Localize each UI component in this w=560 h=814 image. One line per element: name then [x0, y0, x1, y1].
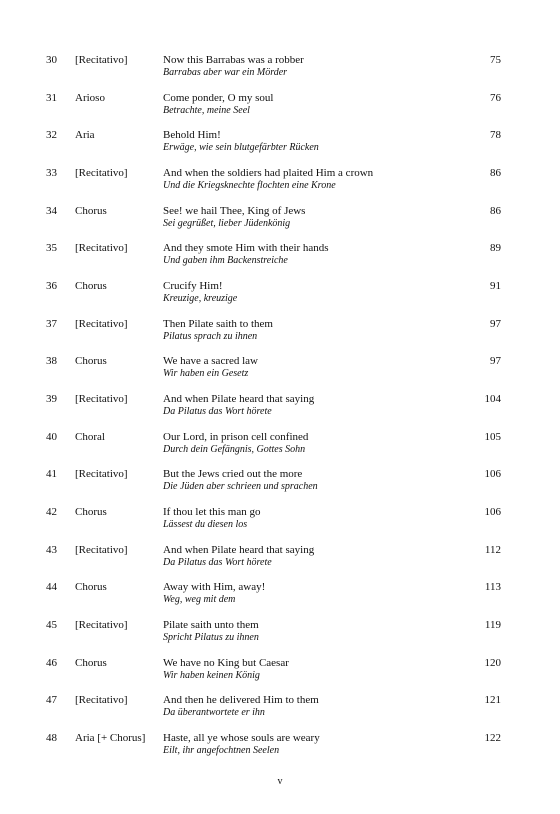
- german-title: Betrachte, meine Seel: [163, 104, 250, 116]
- movement-title: [163, 393, 463, 418]
- movement-title: [163, 355, 463, 380]
- contents-entry: [0, 657, 560, 695]
- contents-list: [0, 54, 560, 769]
- german-title: Lässest du diesen los: [163, 518, 248, 530]
- movement-type: Arioso: [75, 91, 105, 104]
- english-title: Behold Him!: [163, 129, 221, 142]
- contents-entry: [0, 92, 560, 130]
- english-title: Come ponder, O my soul: [163, 91, 274, 104]
- english-title: We have no King but Caesar: [163, 656, 289, 669]
- page-number: 86: [490, 204, 501, 217]
- contents-entry: [0, 280, 560, 318]
- english-title: And when Pilate heard that saying: [163, 543, 315, 556]
- page-number: 104: [484, 392, 501, 405]
- german-title: Wir haben keinen König: [163, 669, 260, 681]
- movement-type: Chorus: [75, 355, 107, 368]
- movement-title: [163, 280, 463, 305]
- english-title: Away with Him, away!: [163, 581, 266, 594]
- movement-type: [Recitativo]: [75, 694, 128, 707]
- english-title: See! we hail Thee, King of Jews: [163, 204, 306, 217]
- movement-number: 43: [46, 543, 57, 556]
- page-number: 113: [484, 581, 501, 594]
- movement-number: 39: [46, 392, 57, 405]
- contents-entry: [0, 167, 560, 205]
- movement-type: Chorus: [75, 656, 107, 669]
- page-number: 76: [490, 91, 501, 104]
- contents-entry: [0, 581, 560, 619]
- german-title: Da Pilatus das Wort hörete: [163, 405, 272, 417]
- movement-type: Chorus: [75, 581, 107, 594]
- german-title: Barrabas aber war ein Mörder: [163, 67, 288, 78]
- english-title: And when Pilate heard that saying: [163, 392, 315, 405]
- contents-entry: [0, 205, 560, 243]
- movement-number: 44: [46, 581, 57, 594]
- contents-entry: [0, 694, 560, 732]
- movement-title: [163, 167, 463, 192]
- english-title: And they smote Him with their hands: [163, 242, 329, 255]
- movement-title: [163, 619, 463, 644]
- page-number: 78: [490, 129, 501, 142]
- english-title: Crucify Him!: [163, 279, 223, 292]
- movement-number: 42: [46, 505, 57, 518]
- movement-type: Choral: [75, 430, 105, 443]
- german-title: Spricht Pilatus zu ihnen: [163, 631, 259, 643]
- english-title: But the Jews cried out the more: [163, 468, 303, 481]
- movement-type: [Recitativo]: [75, 468, 128, 481]
- movement-number: 30: [46, 54, 57, 66]
- german-title: Eilt, ihr angefochtnen Seelen: [163, 744, 280, 756]
- movement-title: [163, 205, 463, 230]
- page-number: 97: [490, 317, 501, 330]
- contents-entry: [0, 431, 560, 469]
- movement-type: [Recitativo]: [75, 166, 128, 179]
- english-title: If thou let this man go: [163, 505, 261, 518]
- page-number: 97: [490, 355, 501, 368]
- contents-entry: [0, 544, 560, 582]
- german-title: Wir haben ein Gesetz: [163, 368, 249, 380]
- movement-type: Chorus: [75, 505, 107, 518]
- movement-number: 33: [46, 166, 57, 179]
- movement-type: Chorus: [75, 279, 107, 292]
- german-title: Und gaben ihm Backenstreiche: [163, 255, 288, 267]
- page-number: 75: [490, 54, 501, 66]
- movement-title: [163, 318, 463, 343]
- german-title: Durch dein Gefängnis, Gottes Sohn: [163, 443, 306, 455]
- contents-entry: [0, 619, 560, 657]
- contents-entry: [0, 468, 560, 506]
- movement-type: Aria [+ Chorus]: [75, 731, 146, 744]
- page-folio: v: [277, 776, 283, 787]
- german-title: Und die Kriegsknechte flochten eine Krone: [163, 179, 336, 191]
- english-title: Now this Barrabas was a robber: [163, 54, 304, 66]
- movement-type: [Recitativo]: [75, 54, 128, 66]
- movement-title: [163, 544, 463, 569]
- movement-title: [163, 242, 463, 267]
- page-number: 122: [484, 731, 501, 744]
- page-number: 106: [484, 468, 501, 481]
- german-title: Sei gegrüßet, lieber Jüdenkönig: [163, 217, 291, 229]
- movement-number: 46: [46, 656, 57, 669]
- german-title: Da überantwortete er ihn: [163, 707, 265, 719]
- movement-title: [163, 694, 463, 719]
- english-title: Haste, all ye whose souls are weary: [163, 731, 320, 744]
- movement-title: [163, 468, 463, 493]
- movement-type: [Recitativo]: [75, 392, 128, 405]
- movement-number: 45: [46, 618, 57, 631]
- movement-title: [163, 54, 463, 79]
- movement-title: [163, 129, 463, 154]
- movement-number: 47: [46, 694, 57, 707]
- contents-entry: [0, 129, 560, 167]
- english-title: And then he delivered Him to them: [163, 694, 319, 707]
- movement-title: [163, 92, 463, 117]
- movement-number: 34: [46, 204, 57, 217]
- movement-title: [163, 732, 463, 757]
- english-title: Pilate saith unto them: [163, 618, 259, 631]
- german-title: Die Jüden aber schrieen und sprachen: [163, 481, 318, 493]
- contents-entry: [0, 242, 560, 280]
- contents-entry: [0, 732, 560, 770]
- english-title: We have a sacred law: [163, 355, 259, 368]
- page-number: 121: [484, 694, 501, 707]
- german-title: Kreuzige, kreuzige: [163, 292, 238, 304]
- contents-entry: [0, 506, 560, 544]
- movement-number: 37: [46, 317, 57, 330]
- movement-type: Chorus: [75, 204, 107, 217]
- german-title: Erwäge, wie sein blutgefärbter Rücken: [163, 142, 319, 154]
- german-title: Pilatus sprach zu ihnen: [163, 330, 258, 342]
- movement-number: 38: [46, 355, 57, 368]
- page-number: 119: [484, 618, 501, 631]
- page-number: 120: [484, 656, 501, 669]
- movement-title: [163, 431, 463, 456]
- contents-entry: [0, 393, 560, 431]
- movement-type: [Recitativo]: [75, 543, 128, 556]
- movement-number: 40: [46, 430, 57, 443]
- movement-number: 31: [46, 91, 57, 104]
- movement-type: [Recitativo]: [75, 618, 128, 631]
- movement-title: [163, 506, 463, 531]
- page-number: 105: [484, 430, 501, 443]
- english-title: Then Pilate saith to them: [163, 317, 273, 330]
- english-title: And when the soldiers had plaited Him a crown: [163, 166, 374, 179]
- movement-type: [Recitativo]: [75, 317, 128, 330]
- contents-entry: [0, 318, 560, 356]
- english-title: Our Lord, in prison cell confined: [163, 430, 309, 443]
- german-title: Weg, weg mit dem: [163, 594, 236, 606]
- movement-title: [163, 581, 463, 606]
- movement-type: [Recitativo]: [75, 242, 128, 255]
- page-number: 112: [484, 543, 501, 556]
- movement-number: 41: [46, 468, 57, 481]
- contents-entry: [0, 54, 560, 92]
- page-number: 89: [490, 242, 501, 255]
- page-number: 91: [490, 279, 501, 292]
- movement-type: Aria: [75, 129, 95, 142]
- movement-title: [163, 657, 463, 682]
- movement-number: 35: [46, 242, 57, 255]
- page-number: 86: [490, 166, 501, 179]
- movement-number: 32: [46, 129, 57, 142]
- german-title: Da Pilatus das Wort hörete: [163, 556, 272, 568]
- movement-number: 48: [46, 731, 57, 744]
- page-number: 106: [484, 505, 501, 518]
- movement-number: 36: [46, 279, 57, 292]
- contents-entry: [0, 355, 560, 393]
